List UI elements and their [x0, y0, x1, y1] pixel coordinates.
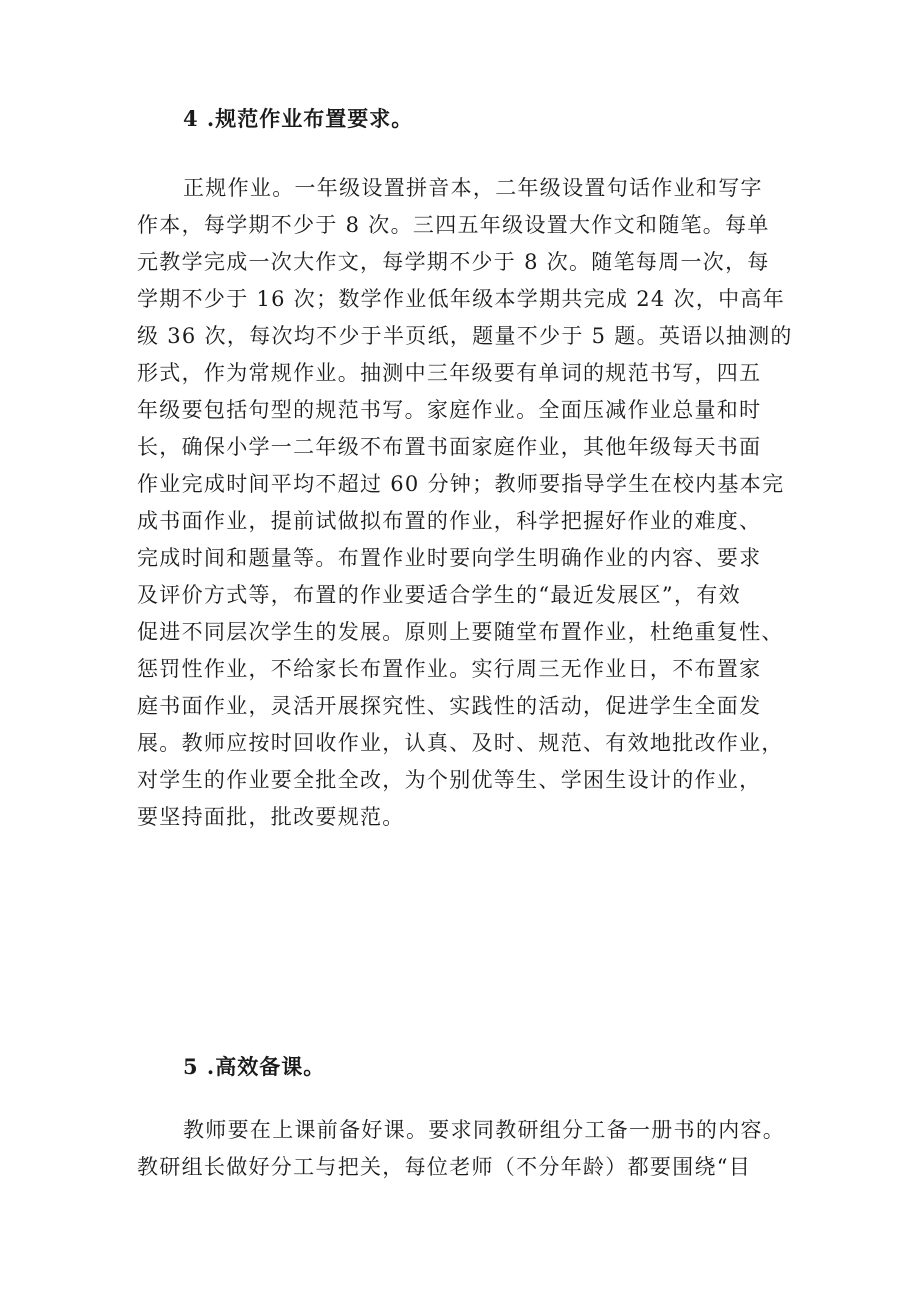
section-5-paragraph — [137, 1112, 797, 1186]
paragraph-line: 惩罚性作业，不给家长布置作业。实行周三无作业日，不布置家 — [137, 657, 762, 681]
paragraph-line: 及评价方式等，布置的作业要适合学生的“最近发展区”，有效 — [137, 583, 741, 607]
section-5-heading: 5 .高效备课。 — [183, 1054, 326, 1079]
section-4-heading: 4 .规范作业布置要求。 — [183, 106, 414, 131]
paragraph-line: 形式，作为常规作业。抽测中三年级要有单词的规范书写，四五 — [137, 361, 762, 385]
paragraph-line: 元教学完成一次大作文，每学期不少于 8 次。随笔每周一次，每 — [137, 250, 770, 274]
paragraph-line: 促进不同层次学生的发展。原则上要随堂布置作业，杜绝重复性、 — [137, 620, 784, 644]
paragraph-line: 展。教师应按时回收作业，认真、及时、规范、有效地批改作业， — [137, 731, 784, 755]
paragraph-line: 作本，每学期不少于 8 次。三四五年级设置大作文和随笔。每单 — [137, 213, 770, 237]
section-4-paragraph — [137, 170, 797, 836]
paragraph-line: 年级要包括句型的规范书写。家庭作业。全面压减作业总量和时 — [137, 398, 762, 422]
paragraph-line: 作业完成时间平均不超过 60 分钟；教师要指导学生在校内基本完 — [137, 472, 785, 496]
paragraph-line: 正规作业。一年级设置拼音本，二年级设置句话作业和写字 — [183, 176, 763, 200]
paragraph-line: 成书面作业，提前试做拟布置的作业，科学把握好作业的难度、 — [137, 509, 762, 533]
paragraph-line: 长，确保小学一二年级不布置书面家庭作业，其他年级每天书面 — [137, 435, 762, 459]
paragraph-line: 对学生的作业要全批全改，为个别优等生、学困生设计的作业， — [137, 768, 762, 792]
paragraph-line: 完成时间和题量等。布置作业时要向学生明确作业的内容、要求 — [137, 546, 762, 570]
paragraph-line: 级 36 次，每次均不少于半页纸，题量不少于 5 题。英语以抽测的 — [137, 324, 793, 348]
paragraph-line: 要坚持面批，批改要规范。 — [137, 805, 405, 829]
paragraph-line: 教研组长做好分工与把关，每位老师（不分年龄）都要围绕“目 — [137, 1155, 752, 1179]
paragraph-line: 教师要在上课前备好课。要求同教研组分工备一册书的内容。 — [183, 1118, 786, 1142]
paragraph-line: 学期不少于 16 次；数学作业低年级本学期共完成 24 次，中高年 — [137, 287, 786, 311]
paragraph-line: 庭书面作业，灵活开展探究性、实践性的活动，促进学生全面发 — [137, 694, 762, 718]
